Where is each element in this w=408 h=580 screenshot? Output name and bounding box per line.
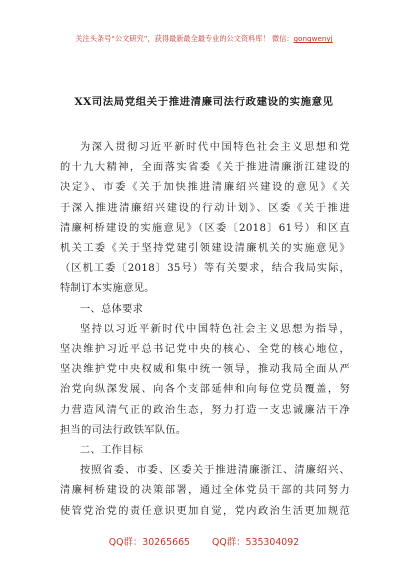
document-body	[60, 138, 350, 522]
paragraph-work-goals	[60, 461, 350, 522]
banner-text: 关注头条号“公文研究”，获得最新最全最专业的公文资料库！ 微信：	[75, 34, 294, 43]
text-line: 机关工委《关于坚持党建引领建设清廉机关的实施意见》	[60, 243, 350, 255]
text-line: 清廉柯桥建设的决策部署，通过全体党员干部的共同努力	[60, 485, 350, 497]
heading-text: 二、工作目标	[80, 445, 144, 457]
text-line: 特制订本实施意见。	[60, 283, 155, 295]
text-line: 清廉柯桥建设的实施意见》（区委〔2018〕61号）和区直	[60, 222, 350, 234]
text-line: 使管党治党的责任意识更加自觉，党内政治生活更加规范	[60, 505, 350, 517]
text-line: 坚决维护党中央权威和集中统一领导，推动我局全面从严	[60, 364, 350, 376]
footer-qq-groups	[0, 534, 408, 548]
paragraph-general-requirements	[60, 320, 350, 441]
text-line: 按照省委、市委、区委关于推进清廉浙江、清廉绍兴、	[80, 465, 350, 477]
text-line: 坚决维护习近平总书记党中央的核心、全党的核心地位，	[60, 344, 350, 356]
text-line: 决定》、市委《关于加快推进清廉绍兴建设的意见》《关	[60, 182, 350, 194]
text-line: （区机工委〔2018〕35号）等有关要求，结合我局实际，	[60, 263, 350, 275]
text-line: 于深入推进清廉绍兴建设的行动计划》、区委《关于推进	[60, 202, 350, 214]
section-heading-general-requirements	[60, 300, 350, 320]
text-line: 治党向纵深发展、向各个支部延伸和向每位党员覆盖，努	[60, 384, 350, 396]
paragraph-intro	[60, 138, 350, 300]
top-banner	[0, 34, 408, 44]
text-line: 坚持以习近平新时代中国特色社会主义思想为指导，	[80, 323, 350, 335]
text-line: 力营造风清气正的政治生态，努力打造一支忠诚廉洁干净	[60, 404, 350, 416]
text-line: 的十九大精神，全面落实省委《关于推进清廉浙江建设的	[60, 162, 350, 174]
document-title: XX司法局党组关于推进清廉司法行政建设的实施意见	[74, 96, 334, 108]
qq-group-1: QQ群：30265665	[108, 537, 191, 548]
heading-text: 一、总体要求	[80, 303, 144, 315]
text-line: 为深入贯彻习近平新时代中国特色社会主义思想和党	[80, 142, 350, 153]
text-line: 担当的司法行政铁军队伍。	[60, 424, 187, 436]
wechat-id[interactable]: gongwenyj	[293, 34, 333, 43]
qq-group-2: QQ群：535304092	[212, 537, 300, 548]
section-heading-work-goals	[60, 441, 350, 461]
